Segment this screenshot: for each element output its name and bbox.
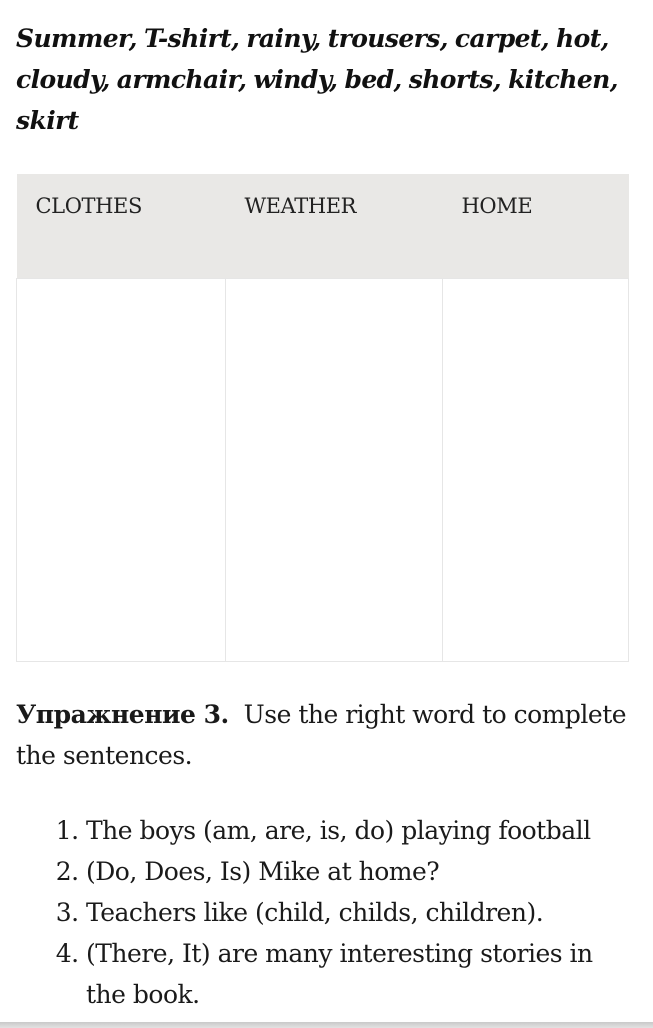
list-item: 4. (There, It) are many interesting stories in the book. <box>86 933 628 1015</box>
exercise-instruction: Use the right word to complete the sentences. <box>16 700 627 770</box>
list-item: 1. The boys (am, are, is, do) playing football <box>86 810 628 851</box>
sorting-table <box>16 174 629 662</box>
clothes-answer-cell[interactable] <box>17 278 226 661</box>
worksheet-page <box>16 0 628 1009</box>
exercise-title: Упражнение 3. <box>16 700 229 729</box>
weather-answer-cell[interactable] <box>226 278 443 661</box>
header-weather: WEATHER <box>226 174 443 278</box>
header-clothes: CLOTHES <box>17 174 226 278</box>
bottom-toolbar-edge <box>0 1022 653 1028</box>
question-list <box>16 810 628 1015</box>
list-item: 2. (Do, Does, Is) Mike at home? <box>86 851 628 892</box>
table-header-row <box>17 174 629 278</box>
word-bank: Summer, T-shirt, rainy, trousers, carpet, hot, cloudy, armchair, windy, bed, shorts, kitchen, skirt <box>16 24 618 135</box>
table-row <box>17 278 629 661</box>
list-item: 3. Teachers like (child, childs, children). <box>86 892 628 933</box>
header-home: HOME <box>443 174 629 278</box>
home-answer-cell[interactable] <box>443 278 629 661</box>
exercise-heading <box>16 694 628 776</box>
